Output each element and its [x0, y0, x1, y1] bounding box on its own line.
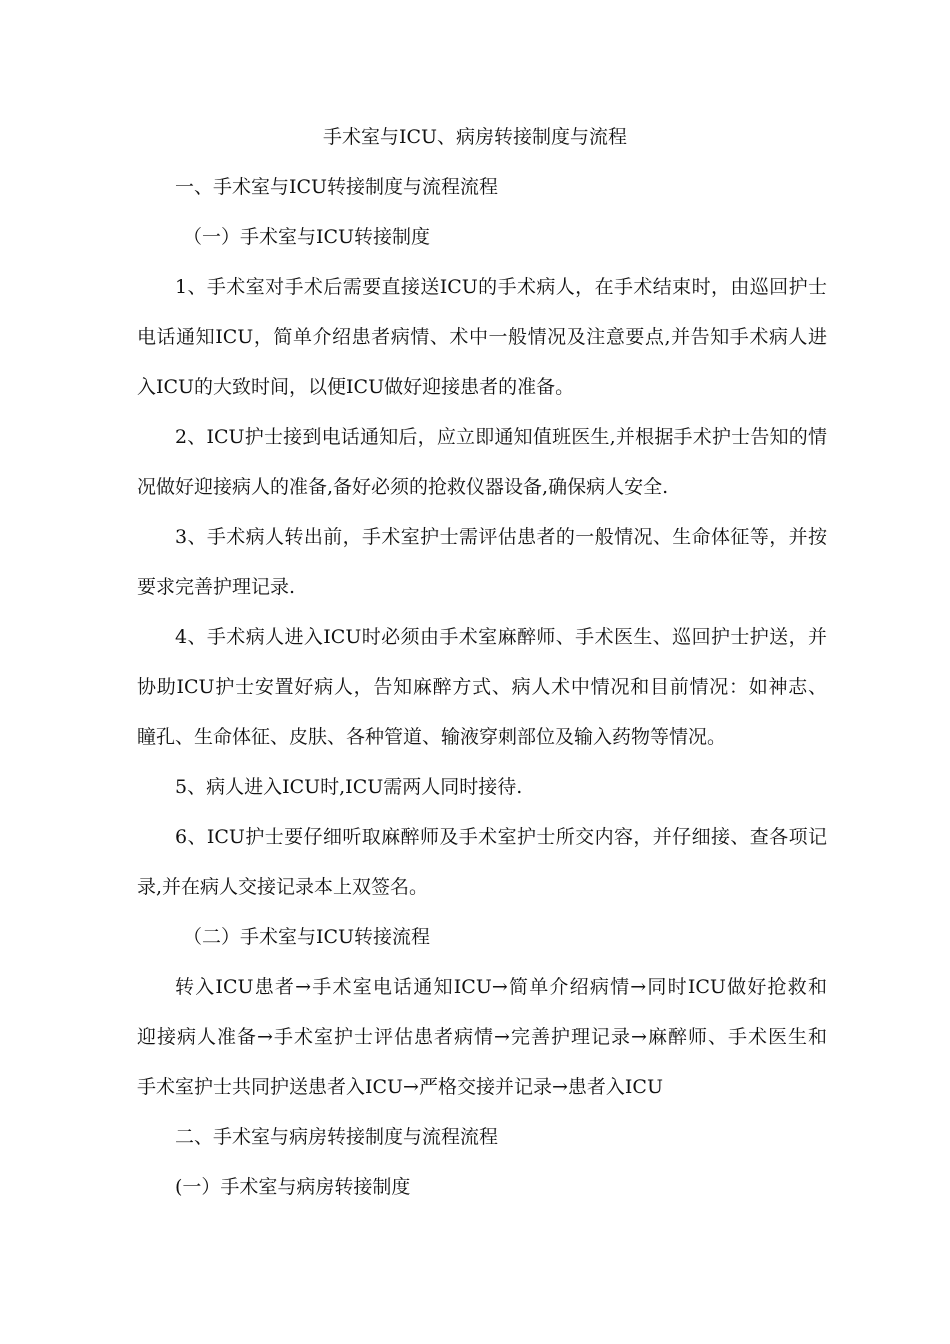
section-heading-2: 二、手术室与病房转接制度与流程流程: [175, 1126, 499, 1148]
section-heading-1: 一、手术室与ICU转接制度与流程流程: [175, 176, 499, 198]
subsection-heading-2-1: (一）手术室与病房转接制度: [175, 1176, 411, 1198]
paragraph-line: 6、ICU护士要仔细听取麻醉师及手术室护士所交内容，并仔细接、查各项记: [175, 826, 827, 848]
paragraph-line: 1、手术室对手术后需要直接送ICU的手术病人，在手术结束时，由巡回护士: [175, 276, 827, 298]
paragraph-line: 录,并在病人交接记录本上双签名。: [137, 876, 429, 898]
paragraph-line: 况做好迎接病人的准备,备好必须的抢救仪器设备,确保病人安全.: [137, 476, 669, 498]
paragraph-line: 瞳孔、生命体征、皮肤、各种管道、输液穿刺部位及输入药物等情况。: [137, 726, 727, 748]
subsection-heading-1-2: （二）手术室与ICU转接流程: [183, 926, 431, 948]
paragraph-line: 迎接病人准备→手术室护士评估患者病情→完善护理记录→麻醉师、手术医生和: [137, 1026, 827, 1048]
paragraph-line: 电话通知ICU，简单介绍患者病情、术中一般情况及注意要点,并告知手术病人进: [137, 326, 827, 348]
paragraph-line: 3、手术病人转出前，手术室护士需评估患者的一般情况、生命体征等，并按: [175, 526, 827, 548]
paragraph-line: 协助ICU护士安置好病人，告知麻醉方式、病人术中情况和目前情况：如神志、: [137, 676, 827, 698]
paragraph-line: 手术室护士共同护送患者入ICU→严格交接并记录→患者入ICU: [137, 1076, 663, 1098]
paragraph-line: 转入ICU患者→手术室电话通知ICU→简单介绍病情→同时ICU做好抢救和: [175, 976, 827, 998]
paragraph-line: 入ICU的大致时间，以便ICU做好迎接患者的准备。: [137, 376, 575, 398]
paragraph-line: 要求完善护理记录.: [137, 576, 296, 598]
document-title: 手术室与ICU、病房转接制度与流程: [322, 126, 628, 148]
paragraph-line: 5、病人进入ICU时,ICU需两人同时接待.: [175, 776, 523, 798]
paragraph-line: 2、ICU护士接到电话通知后，应立即通知值班医生,并根据手术护士告知的情: [175, 426, 827, 448]
subsection-heading-1-1: （一）手术室与ICU转接制度: [183, 226, 431, 248]
paragraph-line: 4、手术病人进入ICU时必须由手术室麻醉师、手术医生、巡回护士护送，并: [175, 626, 827, 648]
